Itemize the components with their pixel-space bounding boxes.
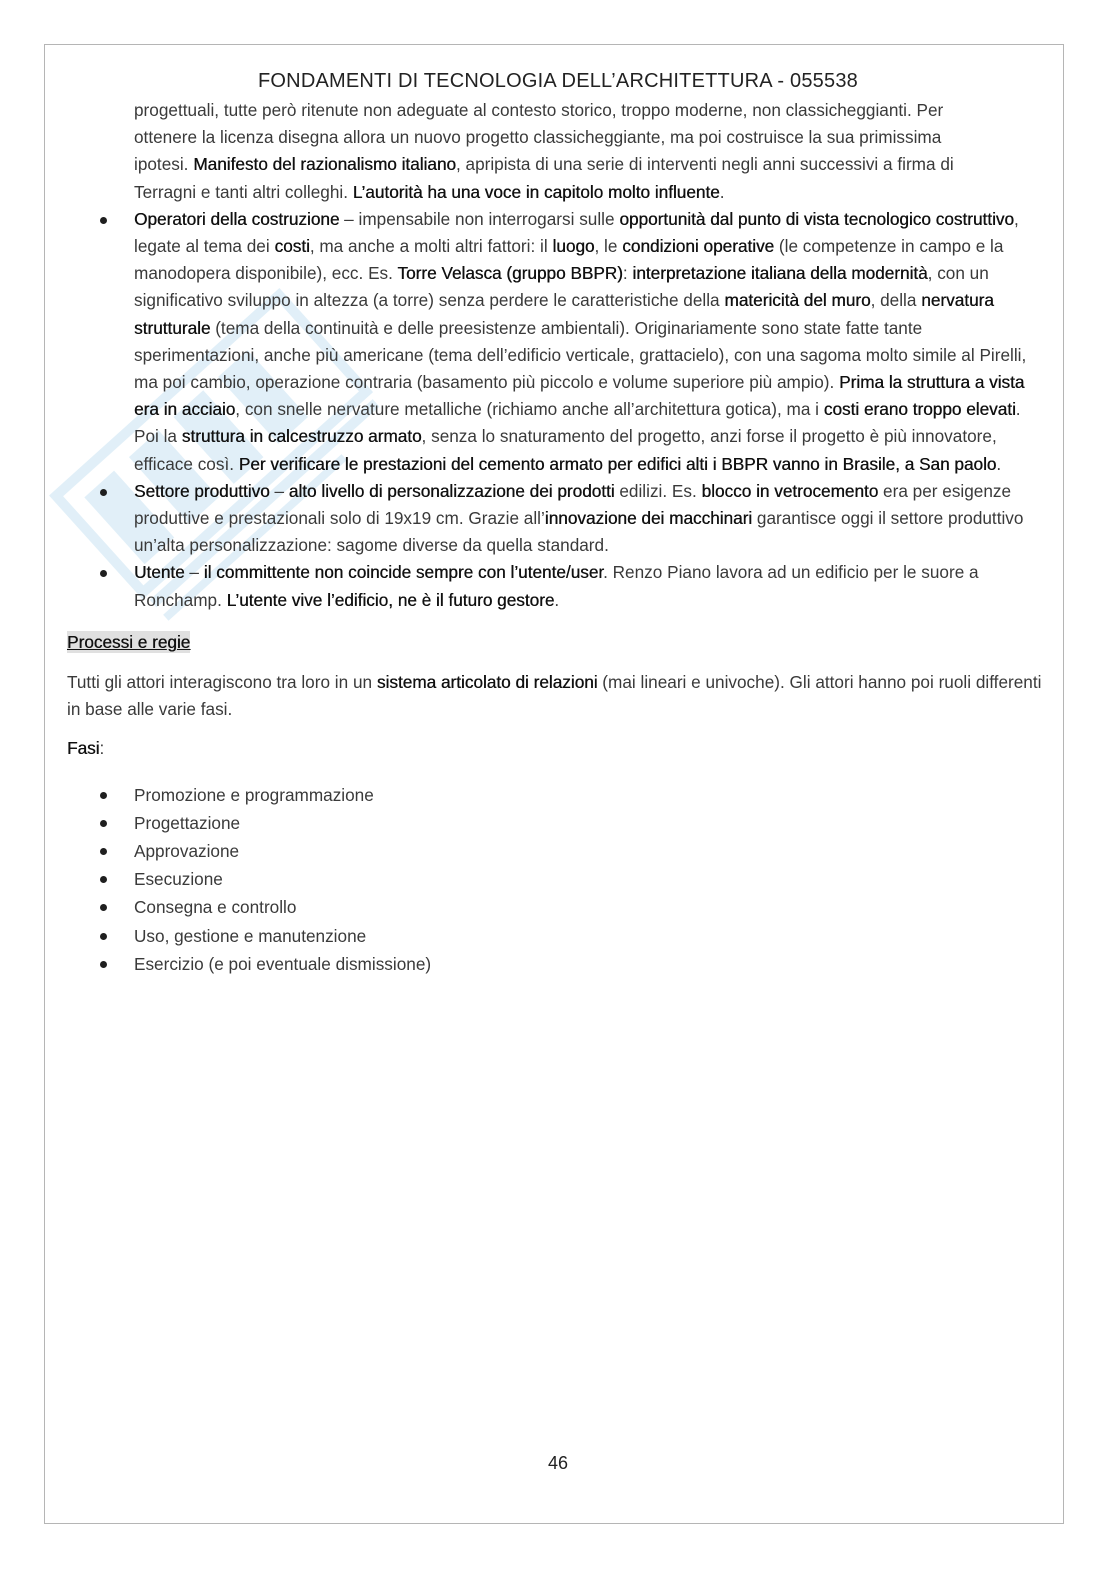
bullet-icon	[100, 961, 107, 968]
bullet-icon	[100, 848, 107, 855]
fasi-list	[67, 781, 1049, 978]
fasi-label: Fasi:	[67, 738, 105, 759]
list-item-utente: Utente – il committente non coincide sempre con l’utente/user. Renzo Piano lavora ad un edificio per le suore a Ronchamp. L’utente vive l’edificio, ne è il futuro gestore.	[67, 559, 1049, 613]
continuation-paragraph: progettuali, tutte però ritenute non adeguate al contesto storico, troppo moderne, non classicheggianti. Per ottenere la licenza disegna allora un nuovo progetto classicheggiante, ma poi costruisce la sua primissima ipotesi. Manifesto del razionalismo italiano, apripista di una serie di interventi negli anni successivi a firma di Terragni e tanti altri colleghi. L’autorità ha una voce in capitolo molto influente.	[134, 100, 954, 202]
section-title: Processi e regie	[67, 631, 191, 652]
list-item-operatori: Operatori della costruzione – impensabile non interrogarsi sulle opportunità dal punto di vista tecnologico costruttivo, legate al tema dei costi, ma anche a molti altri fattori: il luogo, le condizioni operative (le competenze in campo e la manodopera disponibile), ecc. Es. Torre Velasca (gruppo BBPR): interpretazione italiana della modernità, con un significativo sviluppo in altezza (a torre) senza perdere le caratteristiche della matericità del muro, della nervatura strutturale (tema della continuità e delle preesistenze ambientali). Originariamente sono state fatte tante sperimentazioni, anche più americane (tema dell’edificio verticale, grattacielo), con una sagoma molto simile al Pirelli, ma poi cambio, operazione contraria (basamento più piccolo e volume superiore più ampio). Prima la struttura a vista era in acciaio, con snelle nervature metalliche (richiamo anche all’architettura gotica), ma i costi erano troppo elevati. Poi la struttura in calcestruzzo armato, senza lo snaturamento del progetto, anzi forse il progetto è più innovatore, efficace così. Per verificare le prestazioni del cemento armato per edifici alti i BBPR vanno in Brasile, a San paolo.	[67, 206, 1049, 478]
bullet-icon	[100, 933, 107, 940]
list-item: Promozione e programmazione	[67, 781, 1049, 809]
bullet-icon	[100, 876, 107, 883]
list-item: Approvazione	[67, 837, 1049, 865]
bullet-icon	[100, 820, 107, 827]
bullet-icon	[100, 904, 107, 911]
page-number: 46	[547, 1453, 569, 1473]
bold-text: L’autorità ha una voce in capitolo molto influente	[352, 181, 720, 202]
bullet-icon	[100, 570, 107, 577]
list-item: Uso, gestione e manutenzione	[67, 922, 1049, 950]
list-item: Progettazione	[67, 809, 1049, 837]
paragraph-relazioni: Tutti gli attori interagiscono tra loro in un sistema articolato di relazioni (mai lineari e univoche). Gli attori hanno poi ruoli differenti in base alle varie fasi.	[67, 672, 1042, 720]
document-header: FONDAMENTI DI TECNOLOGIA DELL’ARCHITETTURA - 055538	[258, 70, 858, 92]
bold-text: Manifesto del razionalismo italiano	[193, 154, 456, 175]
bullet-icon	[100, 792, 107, 799]
list-item-settore: Settore produttivo – alto livello di personalizzazione dei prodotti edilizi. Es. blocco in vetrocemento era per esigenze produttive e prestazionali solo di 19x19 cm. Grazie all’innovazione dei macchinari garantisce oggi il settore produttivo un’alta personalizzazione: sagome diverse da quella standard.	[67, 478, 1049, 560]
list-item: Esecuzione	[67, 865, 1049, 893]
page-content	[67, 97, 1049, 978]
bullet-icon	[100, 489, 107, 496]
list-item: Consegna e controllo	[67, 893, 1049, 921]
list-item: Esercizio (e poi eventuale dismissione)	[67, 950, 1049, 978]
bullet-icon	[100, 217, 107, 224]
